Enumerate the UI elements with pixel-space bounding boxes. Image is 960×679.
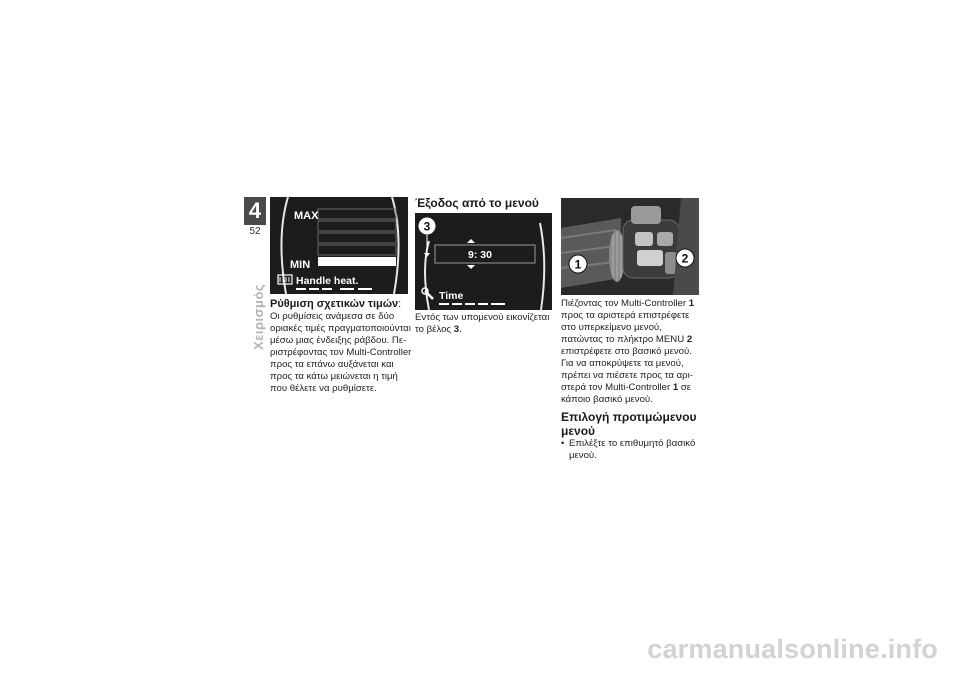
col2-line: Εντός των υπομενού εικονίζεται [415, 312, 550, 323]
handlebar-controls-photo [561, 198, 699, 295]
side-chapter-title-text: Χειρισμός [251, 283, 266, 350]
col3-ref-2: 2 [686, 334, 693, 345]
col3-heading-line: Επιλογή προτιμώμενου [561, 410, 697, 424]
figure-handlebar-photo [561, 198, 699, 295]
col3-line-text: πατώντας το πλήκτρο MENU [561, 334, 687, 345]
col3-line: κάποιο βασικό μενού. [561, 394, 653, 405]
top-lever [631, 206, 661, 224]
col1-title-suffix: : [398, 298, 402, 310]
col3-line-text: Πιέζοντας τον Multi-Controller [561, 298, 689, 309]
col2-line-2-prefix: το βέλος [415, 324, 454, 335]
col3-ref-1: 1 [672, 382, 679, 393]
handle-heat-display [270, 197, 408, 294]
col1-line: ριστρέφοντας τον Multi-Controller [270, 347, 412, 358]
col3-line: Για να αποκρύψετε τα μενού, [561, 358, 684, 369]
col1-line: Οι ρυθμίσεις ανάμεσα σε δύο [270, 311, 395, 322]
col2-heading: Έξοδος από το μενού [415, 196, 539, 210]
col2-line-2-suffix: . [459, 324, 462, 335]
col2-paragraph [415, 312, 555, 336]
col3-line: στο υπερκείμενο μενού, [561, 322, 662, 333]
col3-line [561, 382, 706, 394]
col1-line: που θέλετε να ρυθμίσετε. [270, 383, 377, 394]
callout-3-label: 3 [423, 219, 431, 234]
col3-bullet-item [561, 438, 706, 462]
col3-line: επιστρέφετε στο βασικό μενού. [561, 346, 692, 357]
callout-2-label: 2 [681, 251, 689, 266]
col3-line [561, 334, 706, 346]
col2-ref-3: 3 [453, 324, 460, 335]
chapter-number: 4 [248, 198, 262, 223]
switch-button-upper [635, 232, 653, 246]
col1-line: προς τα κάτω μειώνεται η τιμή [270, 371, 398, 382]
page-number: 52 [249, 226, 261, 237]
switch-button-right [657, 232, 673, 246]
bullet-line: μενού. [569, 450, 597, 461]
bullet-dot: • [561, 438, 565, 449]
figure-time-menu [415, 213, 552, 310]
col3-heading [561, 410, 706, 438]
heat-level-fill [318, 257, 396, 266]
col3-line-text: στερά τον Multi-Controller [561, 382, 673, 393]
col2-line-2 [415, 324, 555, 336]
callout-1-label: 1 [574, 257, 582, 272]
col3-line-suffix: σε [678, 382, 692, 393]
col3-heading-line: μενού [561, 424, 596, 438]
col3-line: προς τα αριστερά επιστρέφετε [561, 310, 690, 321]
time-value: 9: 30 [468, 249, 492, 261]
watermark: carmanualsonline.info [647, 634, 938, 664]
bullet-line: Επιλέξτε το επιθυμητό βασικό [569, 438, 696, 449]
col1-paragraph [270, 311, 415, 395]
handle-heat-caption: Handle heat. [296, 275, 359, 287]
time-menu-display [415, 213, 552, 310]
col3-line: πρέπει να πιέσετε προς τα αρι- [561, 370, 693, 381]
menu-button [637, 250, 663, 266]
col1-line: μέσω μιας ένδειξης ράβδου. Πε- [270, 335, 407, 346]
col1-title-text: Ρύθμιση σχετικών τιμών [270, 298, 399, 310]
max-label: MAX [294, 210, 319, 222]
col1-line: οριακές τιμές πραγματοποιούνται [270, 323, 411, 334]
figure-handle-heat [270, 197, 408, 294]
min-label: MIN [290, 259, 311, 271]
side-chapter-title [251, 250, 265, 350]
time-caption: Time [439, 290, 464, 302]
col1-title [270, 298, 410, 311]
col3-ref-1: 1 [688, 298, 695, 309]
col3-line [561, 298, 706, 310]
col3-paragraph [561, 298, 706, 406]
col1-line: προς τα επάνω αυξάνεται και [270, 359, 394, 370]
